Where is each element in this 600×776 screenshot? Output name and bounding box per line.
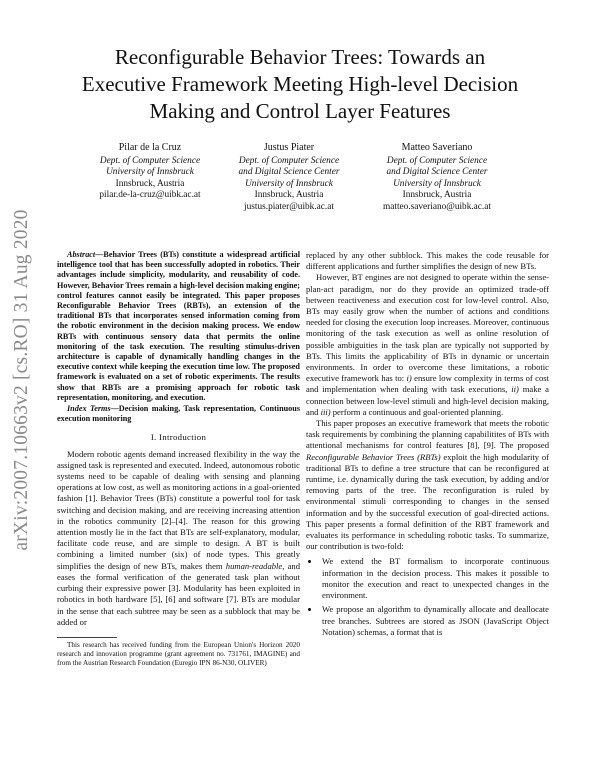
text-run-italic: i) — [406, 373, 412, 384]
author-city: Innsbruck, Austria — [254, 190, 324, 201]
author-affiliation: Dept. of Computer Science — [238, 155, 340, 166]
paragraph-proposal — [306, 418, 549, 552]
continued-paragraph: replaced by any other subblock. This makes the code reusable for different applications and further simplifies the design of new BTs. — [306, 250, 549, 272]
text-run-italic: ii) — [511, 384, 519, 395]
text-run: make a connection between low-level stimuli and high-level decision making, and — [306, 384, 549, 417]
author-email: pilar.de-la-cruz@uibk.ac.at — [99, 190, 201, 201]
text-run: This paper proposes an executive framework that meets the robotic task requirements by combining the planning capabilitites of BTs with attentional mechanisms for control features [8], [9]. The proposed — [306, 418, 549, 451]
author-name: Justus Piater — [263, 142, 315, 153]
list-item: • We propose an algorithm to dynamically allocate and deallocate tree branches. Subtrees are stored as JSON (JavaScript Object Notation) schemas, a format that is — [320, 604, 549, 638]
author-name: Pilar de la Cruz — [118, 142, 182, 153]
author-name: Matteo Saveriano — [401, 142, 473, 153]
author-affiliation: University of Innsbruck — [393, 178, 481, 189]
author-block — [60, 142, 560, 232]
text-run: exploit the high modularity of traditional BTs to define a tree structure that can be reconfigured at runtime, i.e. dynamically during the task execution, by adding and/or removing parts of the tree. The reconfiguration is ruled by environmental stimuli corresponding to changes in the sensed information and by the successful execution of goal-directed actions. This paper presents a formal definition of the RBT framework and evaluates its performance in scheduling robotic tasks. To summarize, our contribution is two-fold: — [306, 451, 549, 552]
abstract-text: —Behavior Trees (BTs) constitute a widespread artificial intelligence tool that has been successfully adopted in robotics. Their advantages include simplicity, modularity, and reusability of code. However, Behavior Trees remain a high-level decision making engine; control features cannot easily be integrated. This paper proposes Reconfigurable Behavior Trees (RBTs), an extension of the traditional BTs that incorporates sensed information coming from the robotic environment in the decision making process. We endow RBTs with continuous sensory data that permits the online monitoring of the task execution. The resulting stimulus-driven architecture is capable of dynamically handling changes in the executive context while keeping the execution time low. The proposed framework is evaluated on a set of robotic experiments. The results show that RBTs are a promising approach for robotic task representation, monitoring, and execution. — [57, 250, 300, 402]
text-run: However, BT engines are not designed to operate within the sense-plan-act paradigm, nor do they provide an optimized trade-off between reactiveness and execution cost for low-level control. Also, BTs may easily grow when the number of actions and conditions needed for closing the execution loop increases. Moreover, continuous monitoring of the task execution as well as online resolution of possible ambiguities in the task plan are typically not supported by BTs. This limits the applicability of BTs in dynamic or uncertain environments. In order to overcome these limitations, a robotic executive framework has to: — [306, 272, 549, 384]
author-city: Innsbruck, Austria — [402, 190, 472, 201]
intro-paragraph — [57, 449, 300, 628]
footnote: This research has received funding from the European Union's Horizon 2020 research and innovation programme (grant agreement no. 731761, IMAGINE) and from the Austrian Research Foundation (Euregio IPN 86-N30, OLIVER) — [57, 641, 300, 667]
index-terms — [57, 404, 300, 424]
author-city: Innsbruck, Austria — [115, 178, 185, 189]
title-line: Making and Control Layer Features — [149, 99, 451, 123]
title-line: Executive Framework Meeting High-level Decision — [81, 72, 519, 96]
text-run: ensure low complexity in terms of cost and implementation when dealing with task executions, — [306, 373, 549, 395]
arxiv-stamp — [4, 80, 40, 680]
author-affiliation: Dept. of Computer Science — [386, 155, 488, 166]
author-affiliation: Dept. of Computer Science — [99, 155, 201, 166]
text-run-italic: Reconfigurable Behavior Trees (RBTs) — [306, 451, 441, 462]
author-3 — [347, 142, 527, 214]
index-terms-label: Index Terms — [67, 404, 111, 414]
arxiv-stamp-text: arXiv:2007.10663v2 [cs.RO] 31 Aug 2020 — [11, 209, 32, 551]
text-run: perform a continuous and goal-oriented planning. — [330, 406, 504, 417]
contribution-list — [306, 556, 549, 637]
paper-title — [60, 44, 540, 125]
author-affiliation: University of Innsbruck — [245, 178, 333, 189]
footnote-rule — [57, 637, 117, 638]
author-affiliation: and Digital Science Center — [386, 167, 488, 178]
author-affiliation: and Digital Science Center — [238, 167, 340, 178]
list-item: • We extend the BT formalism to incorporate continuous information in the decision process. This makes it possible to monitor the execution and react to unexpected changes in the environment. — [320, 556, 549, 601]
text-run: Modern robotic agents demand increased flexibility in the way the assigned task is represented and executed. Indeed, autonomous robotic systems need to be capable of dealing with sensing and planning operations at low cost, as well as monitoring actions in a goal-oriented fashion [1]. Behavior Trees (BTs) constitute a powerful tool for task switching and decision making, and are receiving increasing attention in the robotics community [2]–[4]. The reason for this growing attention mostly lie in the fact that BTs are self-explanatory, modular, facilitate code reuse, and are simple to design. A BT is built combining a limited number (six) of node types. This greatly simplifies the design of new BTs, makes them — [57, 448, 300, 571]
abstract — [57, 250, 300, 403]
text-run: , and eases the formal verification of the generated task plan without curbing their expressive power [3]. Modularity has been exploited in robotics in both hardware [5], [6] and software [7]. BTs are modular in the sense that each subtree may be seen as a subblock that may be added or — [57, 560, 300, 627]
title-line: Reconfigurable Behavior Trees: Towards an — [114, 45, 486, 69]
text-run-italic: human-readable — [225, 560, 283, 571]
abstract-label: Abstract — [67, 250, 96, 259]
section-heading: I. Introduction — [150, 432, 207, 443]
author-email: matteo.saveriano@uibk.ac.at — [383, 201, 491, 212]
index-terms-text: —Decision making, Task representation, Continuous execution monitoring — [57, 404, 301, 424]
author-affiliation: University of Innsbruck — [106, 167, 194, 178]
author-email: justus.piater@uibk.ac.at — [244, 201, 334, 212]
text-run-italic: iii) — [320, 406, 331, 417]
paragraph-limitations — [306, 272, 549, 418]
left-column — [57, 250, 300, 628]
right-column — [306, 250, 549, 641]
